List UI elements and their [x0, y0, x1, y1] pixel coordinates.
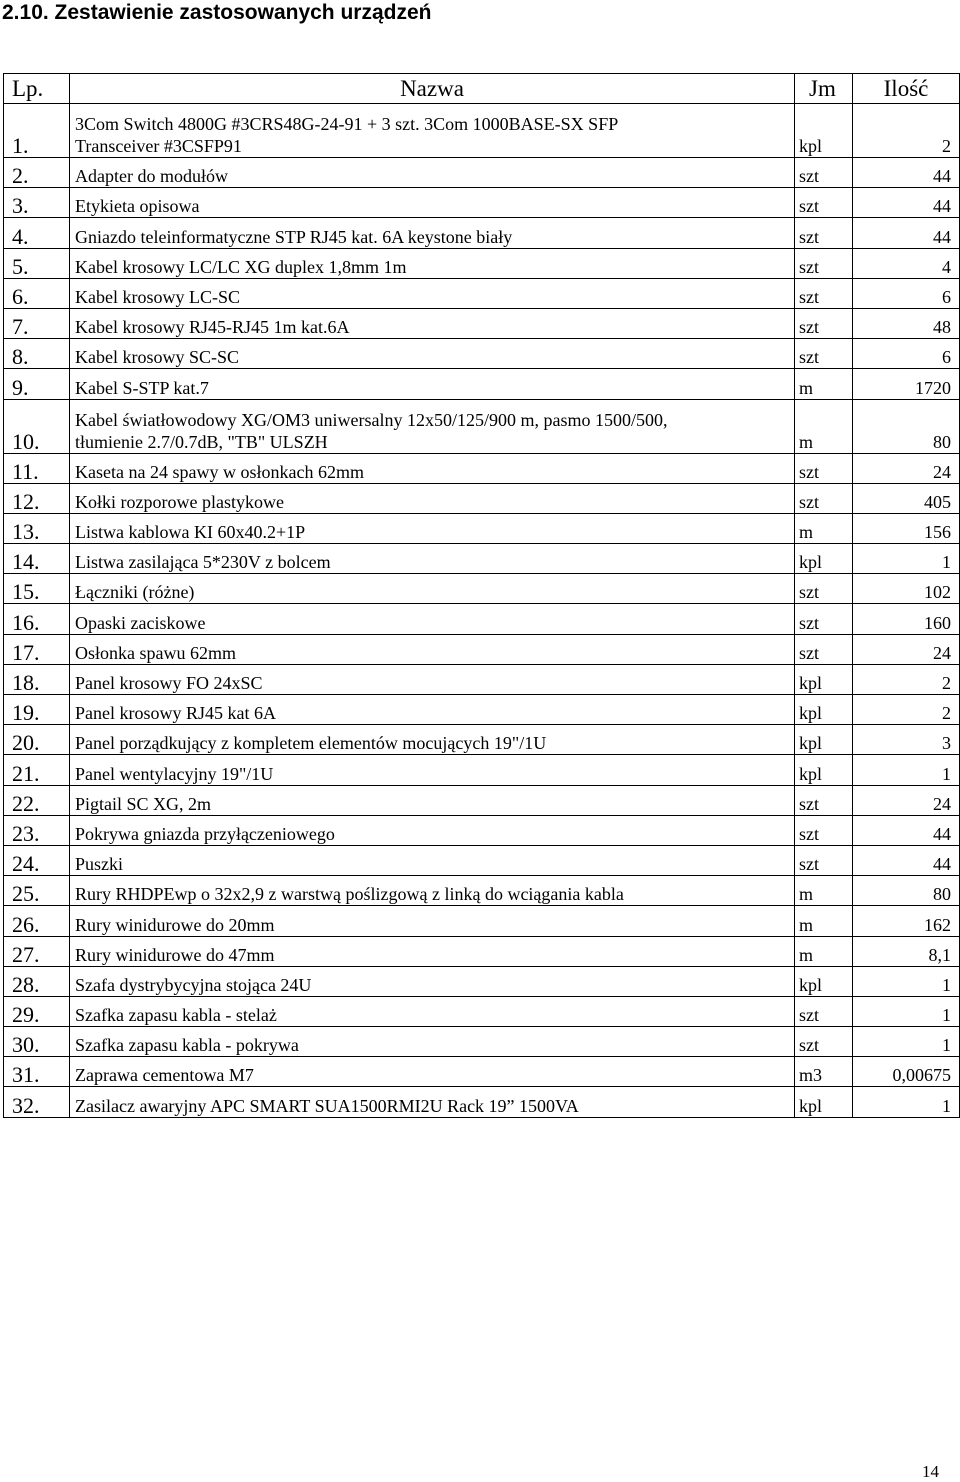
cell-unit: szt: [795, 815, 853, 845]
cell-name-line: Rury winidurowe do 20mm: [75, 914, 275, 935]
cell-lp: 20.: [4, 725, 70, 755]
page-number: 14: [922, 1462, 939, 1481]
cell-lp: 26.: [4, 906, 70, 936]
cell-unit: m: [795, 906, 853, 936]
cell-unit: szt: [795, 339, 853, 369]
cell-unit: kpl: [795, 695, 853, 725]
table-row: [4, 996, 960, 1026]
cell-lp: 17.: [4, 634, 70, 664]
cell-name: [70, 845, 795, 875]
cell-unit: szt: [795, 218, 853, 248]
cell-qty: 4: [853, 248, 960, 278]
cell-qty: 1: [853, 996, 960, 1026]
header-name: Nazwa: [70, 74, 795, 104]
cell-qty: 24: [853, 785, 960, 815]
cell-qty: 0,00675: [853, 1057, 960, 1087]
cell-name-line: Kołki rozporowe plastykowe: [75, 491, 284, 512]
cell-unit: szt: [795, 1027, 853, 1057]
cell-name: [70, 483, 795, 513]
cell-name-line: Panel wentylacyjny 19"/1U: [75, 763, 274, 784]
cell-name: [70, 815, 795, 845]
table-row: [4, 755, 960, 785]
cell-unit: szt: [795, 845, 853, 875]
cell-lp: 14.: [4, 544, 70, 574]
cell-qty: 1: [853, 1087, 960, 1117]
table-body: [4, 104, 960, 1118]
cell-name-line: Szafa dystrybycyjna stojąca 24U: [75, 974, 312, 995]
cell-name-line: Gniazdo teleinformatyczne STP RJ45 kat. 6A keystone biały: [75, 226, 513, 247]
cell-lp: 31.: [4, 1057, 70, 1087]
table-row: [4, 104, 960, 158]
table-row: [4, 1087, 960, 1117]
cell-lp: 30.: [4, 1027, 70, 1057]
cell-lp: 19.: [4, 695, 70, 725]
cell-name: [70, 1087, 795, 1117]
cell-name: [70, 369, 795, 399]
cell-name-line: Kabel krosowy RJ45-RJ45 1m kat.6A: [75, 317, 350, 338]
cell-lp: 3.: [4, 188, 70, 218]
equipment-table: [3, 73, 960, 1118]
cell-name-line: Kabel krosowy LC/LC XG duplex 1,8mm 1m: [75, 256, 407, 277]
table-row: [4, 399, 960, 453]
cell-name-line: Adapter do modułów: [75, 166, 228, 187]
table-row: [4, 906, 960, 936]
cell-unit: szt: [795, 604, 853, 634]
cell-lp: 5.: [4, 248, 70, 278]
cell-name: [70, 604, 795, 634]
cell-qty: 1: [853, 544, 960, 574]
cell-name-line: Panel krosowy FO 24xSC: [75, 673, 263, 693]
cell-name-line: Zasilacz awaryjny APC SMART SUA1500RMI2U Rack 19” 1500VA: [75, 1095, 579, 1116]
cell-name-line: Kabel krosowy LC-SC: [75, 286, 240, 307]
cell-unit: szt: [795, 996, 853, 1026]
cell-name-line: Listwa zasilająca 5*230V z bolcem: [75, 552, 331, 573]
cell-unit: szt: [795, 574, 853, 604]
cell-qty: 1: [853, 755, 960, 785]
cell-qty: 1: [853, 1027, 960, 1057]
table-row: [4, 339, 960, 369]
cell-name: [70, 785, 795, 815]
cell-name-line: Kabel S-STP kat.7: [75, 377, 209, 398]
cell-lp: 8.: [4, 339, 70, 369]
cell-lp: 22.: [4, 785, 70, 815]
cell-lp: 25.: [4, 876, 70, 906]
cell-qty: 156: [853, 513, 960, 543]
cell-name: [70, 1027, 795, 1057]
table-row: [4, 785, 960, 815]
table-row: [4, 725, 960, 755]
cell-unit: szt: [795, 248, 853, 278]
cell-name: [70, 755, 795, 785]
cell-qty: 44: [853, 218, 960, 248]
cell-name: [70, 876, 795, 906]
cell-name: [70, 906, 795, 936]
cell-qty: 1: [853, 966, 960, 996]
table-row: [4, 278, 960, 308]
cell-unit: szt: [795, 483, 853, 513]
cell-name-line: Kaseta na 24 spawy w osłonkach 62mm: [75, 461, 364, 482]
table-row: [4, 248, 960, 278]
cell-name-line: Osłonka spawu 62mm: [75, 642, 236, 663]
cell-lp: 7.: [4, 308, 70, 338]
table-row: [4, 664, 960, 694]
cell-qty: 162: [853, 906, 960, 936]
table-header-row: [4, 74, 960, 104]
cell-name-line: 3Com Switch 4800G #3CRS48G-24-91 + 3 szt. 3Com 1000BASE-SX SFP: [75, 114, 619, 134]
cell-name-line: Puszki: [75, 854, 124, 875]
cell-name: [70, 399, 795, 453]
cell-name: [70, 996, 795, 1026]
cell-unit: m: [795, 399, 853, 453]
cell-unit: szt: [795, 308, 853, 338]
cell-name: [70, 664, 795, 694]
page-title: 2.10. Zestawienie zastosowanych urządzeń: [2, 1, 432, 24]
table-row: [4, 574, 960, 604]
cell-qty: 6: [853, 278, 960, 308]
cell-qty: 2: [853, 695, 960, 725]
cell-qty: 24: [853, 634, 960, 664]
cell-name: [70, 158, 795, 188]
cell-name: [70, 339, 795, 369]
cell-qty: 80: [853, 876, 960, 906]
cell-name: [70, 453, 795, 483]
table-row: [4, 513, 960, 543]
cell-lp: 15.: [4, 574, 70, 604]
cell-name-line: Panel krosowy RJ45 kat 6A: [75, 703, 276, 724]
cell-unit: szt: [795, 188, 853, 218]
cell-unit: m: [795, 876, 853, 906]
cell-name-line: Łączniki (różne): [75, 582, 195, 603]
cell-name-line: Transceiver #3CSFP91: [75, 136, 242, 156]
cell-qty: 2: [853, 664, 960, 694]
table-row: [4, 453, 960, 483]
cell-lp: 9.: [4, 369, 70, 399]
cell-qty: 44: [853, 158, 960, 188]
cell-name: [70, 278, 795, 308]
cell-lp: 23.: [4, 815, 70, 845]
cell-qty: 44: [853, 815, 960, 845]
cell-name: [70, 574, 795, 604]
cell-name: [70, 248, 795, 278]
table-row: [4, 634, 960, 664]
cell-name: [70, 104, 795, 158]
cell-name: [70, 218, 795, 248]
cell-qty: 2: [853, 104, 960, 158]
table-row: [4, 308, 960, 338]
cell-name-line: Pokrywa gniazda przyłączeniowego: [75, 823, 335, 844]
cell-unit: szt: [795, 785, 853, 815]
cell-lp: 10.: [4, 399, 70, 453]
cell-name-line: Szafka zapasu kabla - pokrywa: [75, 1035, 299, 1056]
cell-qty: 44: [853, 188, 960, 218]
table-row: [4, 845, 960, 875]
cell-lp: 11.: [4, 453, 70, 483]
table-row: [4, 369, 960, 399]
cell-unit: kpl: [795, 966, 853, 996]
table-row: [4, 483, 960, 513]
cell-name: [70, 544, 795, 574]
table-row: [4, 815, 960, 845]
cell-name-line: Szafka zapasu kabla - stelaż: [75, 1005, 277, 1026]
table-row: [4, 188, 960, 218]
cell-unit: m3: [795, 1057, 853, 1087]
cell-qty: 80: [853, 399, 960, 453]
cell-name-line: Etykieta opisowa: [75, 196, 200, 217]
cell-lp: 29.: [4, 996, 70, 1026]
cell-lp: 12.: [4, 483, 70, 513]
cell-unit: m: [795, 513, 853, 543]
header-qty: Ilość: [853, 74, 960, 104]
cell-qty: 48: [853, 308, 960, 338]
cell-name-line: Listwa kablowa KI 60x40.2+1P: [75, 522, 306, 543]
cell-name-line: tłumienie 2.7/0.7dB, "TB" ULSZH: [75, 431, 328, 452]
cell-name-line: Pigtail SC XG, 2m: [75, 793, 212, 814]
cell-name-line: Kabel światłowodowy XG/OM3 uniwersalny 12x50/125/900 m, pasmo 1500/500,: [75, 409, 668, 430]
table-row: [4, 966, 960, 996]
cell-name-line: Panel porządkujący z kompletem elementów mocujących 19"/1U: [75, 733, 547, 754]
cell-unit: szt: [795, 634, 853, 664]
cell-unit: kpl: [795, 664, 853, 694]
cell-qty: 8,1: [853, 936, 960, 966]
cell-name-line: Zaprawa cementowa M7: [75, 1065, 254, 1086]
cell-qty: 44: [853, 845, 960, 875]
cell-lp: 18.: [4, 664, 70, 694]
cell-unit: szt: [795, 278, 853, 308]
cell-lp: 27.: [4, 936, 70, 966]
cell-qty: 3: [853, 725, 960, 755]
cell-lp: 6.: [4, 278, 70, 308]
cell-name: [70, 966, 795, 996]
cell-name: [70, 1057, 795, 1087]
cell-name-line: Opaski zaciskowe: [75, 612, 206, 633]
cell-name: [70, 936, 795, 966]
cell-name: [70, 308, 795, 338]
cell-lp: 13.: [4, 513, 70, 543]
cell-name-line: Kabel krosowy SC-SC: [75, 347, 240, 368]
cell-name: [70, 695, 795, 725]
cell-unit: kpl: [795, 725, 853, 755]
table-row: [4, 936, 960, 966]
cell-lp: 4.: [4, 218, 70, 248]
cell-name-line: Rury winidurowe do 47mm: [75, 944, 275, 965]
cell-unit: m: [795, 936, 853, 966]
cell-lp: 16.: [4, 604, 70, 634]
cell-name: [70, 725, 795, 755]
cell-lp: 28.: [4, 966, 70, 996]
cell-qty: 6: [853, 339, 960, 369]
cell-name-line: Rury RHDPEwp o 32x2,9 z warstwą poślizgową z linką do wciągania kabla: [75, 884, 624, 905]
table-row: [4, 158, 960, 188]
cell-name: [70, 513, 795, 543]
cell-unit: kpl: [795, 1087, 853, 1117]
cell-unit: m: [795, 369, 853, 399]
table-row: [4, 1027, 960, 1057]
table-row: [4, 1057, 960, 1087]
cell-unit: szt: [795, 453, 853, 483]
cell-lp: 24.: [4, 845, 70, 875]
cell-lp: 2.: [4, 158, 70, 188]
table-row: [4, 218, 960, 248]
cell-name: [70, 188, 795, 218]
cell-unit: szt: [795, 158, 853, 188]
table-row: [4, 876, 960, 906]
cell-unit: kpl: [795, 104, 853, 158]
cell-name: [70, 634, 795, 664]
cell-lp: 32.: [4, 1087, 70, 1117]
table-row: [4, 695, 960, 725]
cell-qty: 1720: [853, 369, 960, 399]
cell-unit: kpl: [795, 544, 853, 574]
cell-unit: kpl: [795, 755, 853, 785]
header-unit: Jm: [795, 74, 853, 104]
cell-qty: 102: [853, 574, 960, 604]
cell-lp: 21.: [4, 755, 70, 785]
cell-qty: 160: [853, 604, 960, 634]
cell-lp: 1.: [4, 104, 70, 158]
cell-qty: 405: [853, 483, 960, 513]
header-lp: Lp.: [4, 74, 70, 104]
table-row: [4, 544, 960, 574]
table-row: [4, 604, 960, 634]
cell-qty: 24: [853, 453, 960, 483]
